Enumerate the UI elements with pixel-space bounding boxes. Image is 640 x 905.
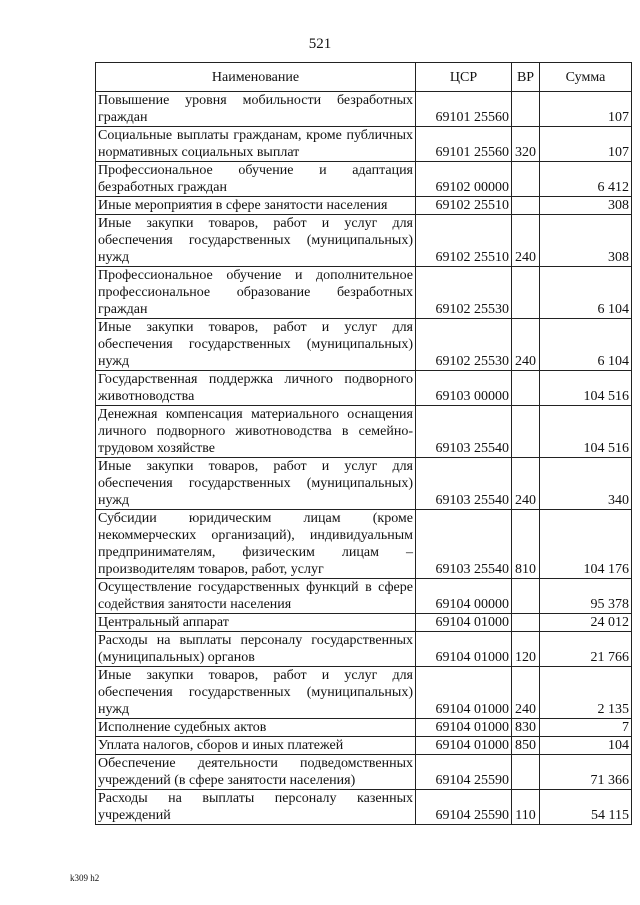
cell-name: Исполнение судебных актов	[96, 719, 416, 737]
cell-csr: 69104 01000	[416, 667, 512, 719]
cell-vr: 120	[512, 632, 540, 667]
cell-vr: 810	[512, 510, 540, 579]
cell-csr: 69101 25560	[416, 127, 512, 162]
cell-vr: 320	[512, 127, 540, 162]
cell-name: Центральный аппарат	[96, 614, 416, 632]
cell-sum: 6 412	[540, 162, 632, 197]
cell-sum: 6 104	[540, 319, 632, 371]
cell-vr: 110	[512, 790, 540, 825]
table-row	[96, 719, 632, 737]
cell-name: Денежная компенсация материального оснащения личного подворного животноводства в семейно-трудовом хозяйстве	[96, 406, 416, 458]
header-csr: ЦСР	[416, 63, 512, 92]
cell-name: Субсидии юридическим лицам (кроме некоммерческих организаций), индивидуальным предпринимателям, физическим лицам – производителям товаров, работ, услуг	[96, 510, 416, 579]
cell-name: Осуществление государственных функций в сфере содействия занятости населения	[96, 579, 416, 614]
table-row	[96, 614, 632, 632]
cell-vr	[512, 614, 540, 632]
cell-sum: 21 766	[540, 632, 632, 667]
table-row	[96, 510, 632, 579]
table-row	[96, 579, 632, 614]
cell-csr: 69104 01000	[416, 614, 512, 632]
cell-vr	[512, 755, 540, 790]
cell-name: Иные мероприятия в сфере занятости населения	[96, 197, 416, 215]
table-row	[96, 162, 632, 197]
cell-sum: 71 366	[540, 755, 632, 790]
cell-vr	[512, 406, 540, 458]
cell-csr: 69103 25540	[416, 406, 512, 458]
table-row	[96, 632, 632, 667]
header-name: Наименование	[96, 63, 416, 92]
cell-csr: 69104 25590	[416, 755, 512, 790]
table-row	[96, 790, 632, 825]
table-row	[96, 371, 632, 406]
table-row	[96, 755, 632, 790]
cell-vr: 830	[512, 719, 540, 737]
cell-name: Иные закупки товаров, работ и услуг для обеспечения государственных (муниципальных) нужд	[96, 215, 416, 267]
cell-name: Профессиональное обучение и дополнительное профессиональное образование безработных граждан	[96, 267, 416, 319]
budget-table	[95, 62, 632, 825]
cell-sum: 6 104	[540, 267, 632, 319]
cell-sum: 7	[540, 719, 632, 737]
table-header-row	[96, 63, 632, 92]
table-row	[96, 92, 632, 127]
cell-vr	[512, 267, 540, 319]
cell-csr: 69104 00000	[416, 579, 512, 614]
cell-csr: 69102 25530	[416, 319, 512, 371]
cell-csr: 69101 25560	[416, 92, 512, 127]
cell-csr: 69102 25510	[416, 215, 512, 267]
cell-sum: 104 516	[540, 406, 632, 458]
cell-name: Государственная поддержка личного подворного животноводства	[96, 371, 416, 406]
cell-csr: 69103 00000	[416, 371, 512, 406]
table-row	[96, 667, 632, 719]
cell-csr: 69102 25510	[416, 197, 512, 215]
cell-csr: 69104 01000	[416, 737, 512, 755]
cell-vr: 850	[512, 737, 540, 755]
table-row	[96, 127, 632, 162]
cell-vr: 240	[512, 458, 540, 510]
cell-csr: 69102 25530	[416, 267, 512, 319]
cell-sum: 104	[540, 737, 632, 755]
table-row	[96, 406, 632, 458]
cell-sum: 104 516	[540, 371, 632, 406]
table-row	[96, 737, 632, 755]
cell-name: Социальные выплаты гражданам, кроме публичных нормативных социальных выплат	[96, 127, 416, 162]
table-row	[96, 267, 632, 319]
header-sum: Сумма	[540, 63, 632, 92]
cell-sum: 54 115	[540, 790, 632, 825]
cell-vr	[512, 579, 540, 614]
cell-name: Иные закупки товаров, работ и услуг для обеспечения государственных (муниципальных) нужд	[96, 667, 416, 719]
cell-vr	[512, 92, 540, 127]
cell-sum: 104 176	[540, 510, 632, 579]
cell-csr: 69103 25540	[416, 510, 512, 579]
cell-vr: 240	[512, 319, 540, 371]
cell-sum: 107	[540, 127, 632, 162]
cell-sum: 107	[540, 92, 632, 127]
page-number: 521	[308, 36, 332, 52]
table-row	[96, 215, 632, 267]
cell-name: Расходы на выплаты персоналу государственных (муниципальных) органов	[96, 632, 416, 667]
cell-csr: 69104 25590	[416, 790, 512, 825]
cell-name: Расходы на выплаты персоналу казенных учреждений	[96, 790, 416, 825]
cell-vr	[512, 197, 540, 215]
cell-name: Иные закупки товаров, работ и услуг для обеспечения государственных (муниципальных) нужд	[96, 319, 416, 371]
cell-name: Иные закупки товаров, работ и услуг для обеспечения государственных (муниципальных) нужд	[96, 458, 416, 510]
cell-csr: 69102 00000	[416, 162, 512, 197]
footer-code: k309 h2	[70, 873, 100, 883]
cell-vr	[512, 371, 540, 406]
cell-sum: 24 012	[540, 614, 632, 632]
cell-name: Обеспечение деятельности подведомственных учреждений (в сфере занятости населения)	[96, 755, 416, 790]
cell-csr: 69104 01000	[416, 719, 512, 737]
cell-sum: 308	[540, 215, 632, 267]
cell-vr: 240	[512, 215, 540, 267]
table-row	[96, 319, 632, 371]
table-body	[96, 92, 632, 825]
cell-sum: 340	[540, 458, 632, 510]
cell-sum: 2 135	[540, 667, 632, 719]
cell-vr: 240	[512, 667, 540, 719]
cell-name: Повышение уровня мобильности безработных граждан	[96, 92, 416, 127]
cell-vr	[512, 162, 540, 197]
cell-csr: 69103 25540	[416, 458, 512, 510]
table-row	[96, 458, 632, 510]
cell-name: Профессиональное обучение и адаптация безработных граждан	[96, 162, 416, 197]
table-row	[96, 197, 632, 215]
cell-sum: 95 378	[540, 579, 632, 614]
header-vr: ВР	[512, 63, 540, 92]
cell-csr: 69104 01000	[416, 632, 512, 667]
cell-name: Уплата налогов, сборов и иных платежей	[96, 737, 416, 755]
cell-sum: 308	[540, 197, 632, 215]
